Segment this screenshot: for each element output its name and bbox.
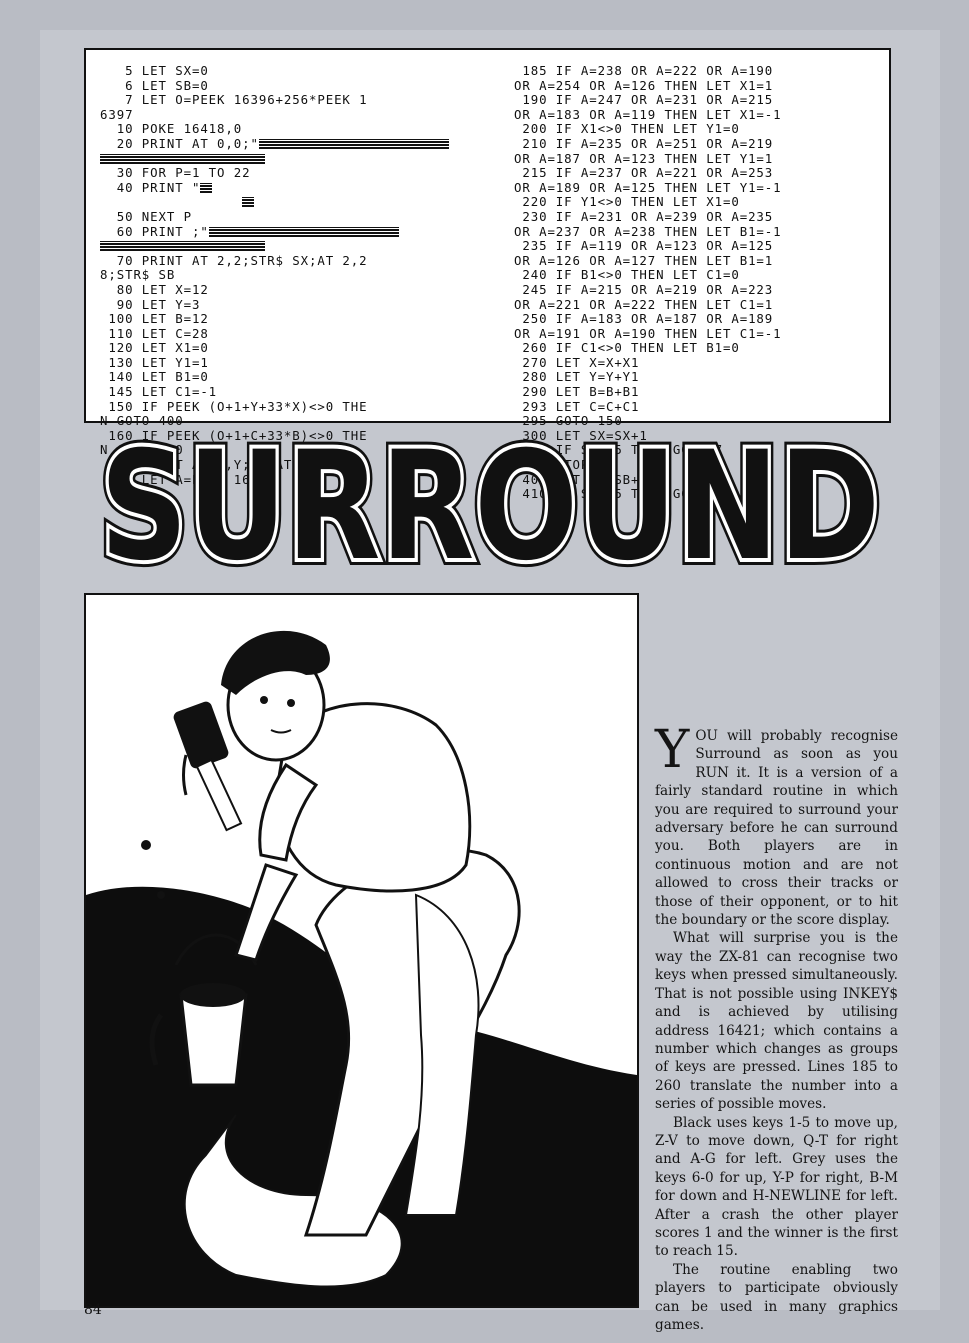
code-line: 280 LET Y=Y+Y1 <box>514 369 640 385</box>
graphic-block <box>200 183 212 193</box>
code-line: 235 IF A=119 OR A=123 OR A=125 <box>514 238 774 254</box>
code-line: 290 LET B=B+B1 <box>514 384 640 400</box>
code-line: OR A=189 OR A=125 THEN LET Y1=-1 <box>514 179 782 195</box>
code-line: OR A=237 OR A=238 THEN LET B1=-1 <box>514 223 782 239</box>
code-line: 190 IF A=247 OR A=231 OR A=215 <box>514 92 774 108</box>
code-line: 245 IF A=215 OR A=219 OR A=223 <box>514 281 774 297</box>
article-paragraph: Black uses keys 1-5 to move up, Z-V to move down, Q-T for right and A-G for left. Grey uses the keys 6-0 for up, Y-P for right, B-M for down and H-NEWLINE for left. After a crash the other player scores 1 and the winner is the first to reach 15. <box>655 1114 898 1260</box>
listing-left-column <box>100 64 449 487</box>
code-line: OR A=126 OR A=127 THEN LET B1=1 <box>514 252 774 268</box>
code-line: 20 PRINT AT 0,0;" <box>100 137 449 152</box>
title-outline: SURROUND <box>100 430 880 580</box>
code-line: 400 LET SB=SB+1 <box>514 471 648 487</box>
code-line <box>100 195 449 210</box>
code-line: OR A=254 OR A=126 THEN LET X1=1 <box>514 77 774 93</box>
code-line: OR A=191 OR A=190 THEN LET C1=-1 <box>514 325 782 341</box>
code-line: 70 PRINT AT 2,2;STR$ SX;AT 2,2 <box>100 252 368 268</box>
code-line: OR A=221 OR A=222 THEN LET C1=1 <box>514 296 774 312</box>
code-line: 40 PRINT " <box>100 181 449 196</box>
graphic-block <box>100 154 265 164</box>
painter-illustration <box>86 595 637 1306</box>
code-line: 180 LET A=PEEK 16421 <box>100 471 276 487</box>
code-line: OR A=183 OR A=119 THEN LET X1=-1 <box>514 106 782 122</box>
code-line: 8;STR$ SB <box>100 267 176 283</box>
title-text: SURROUND <box>100 430 880 580</box>
code-line: 215 IF A=237 OR A=221 OR A=253 <box>514 165 774 181</box>
code-line: 200 IF X1<>0 THEN LET Y1=0 <box>514 121 740 137</box>
article-title <box>90 427 890 580</box>
code-line: 300 LET SX=SX+1 <box>514 427 648 443</box>
code-line: 140 LET B1=0 <box>100 369 209 385</box>
code-line: 7 LET O=PEEK 16396+256*PEEK 1 <box>100 92 368 108</box>
code-line <box>100 152 449 167</box>
graphic-block <box>100 241 265 251</box>
graphic-block <box>209 227 399 237</box>
code-line: 150 IF PEEK (O+1+Y+33*X)<>0 THE <box>100 398 368 414</box>
article-paragraph: YOU will probably recognise Surround as soon as you RUN it. It is a version of a fairly standard routine in which you are required to surround your adversary before he can surround you. Both players are in continuous motion and are not allowed to cross their tracks or those of their opponent, or to hit the boundary or the score display. <box>655 720 898 929</box>
code-line <box>100 239 449 254</box>
article-paragraph: What will surprise you is the way the ZX-81 can recognise two keys when pressed simultaneously. That is not possible using INKEY$ and is achieved by utilising address 16421; which contains a number which changes as groups of keys are pressed. Lines 185 to 260 translate the number into a series of possible moves. <box>655 930 898 1113</box>
program-listing <box>84 48 891 502</box>
code-line: 80 LET X=12 <box>100 281 209 297</box>
code-line: 250 IF A=183 OR A=187 OR A=189 <box>514 311 774 327</box>
graphic-block <box>242 197 254 207</box>
code-line: OR A=187 OR A=123 THEN LET Y1=1 <box>514 150 774 166</box>
code-line: 6 LET SB=0 <box>100 77 209 93</box>
article-body <box>655 720 898 1334</box>
graphic-block <box>259 139 449 149</box>
code-line: 90 LET Y=3 <box>100 296 201 312</box>
article-paragraph: The routine enabling two players to participate obviously can be used in many graphics games. <box>655 1261 898 1333</box>
illustration-panel <box>84 593 639 1308</box>
code-line: 293 LET C=C+C1 <box>514 398 640 414</box>
code-line: 210 IF A=235 OR A=251 OR A=219 <box>514 135 774 151</box>
page-number: 84 <box>84 1302 102 1318</box>
code-line: 220 IF Y1<>0 THEN LET X1=0 <box>514 194 740 210</box>
drop-cap: Y <box>655 720 690 780</box>
code-line: 30 FOR P=1 TO 22 <box>100 165 251 181</box>
title-inner-gap: SURROUND <box>100 430 880 580</box>
code-line: N GOTO 300 <box>100 442 184 458</box>
code-line: 145 LET C1=-1 <box>100 384 218 400</box>
code-line: 110 LET C=28 <box>100 325 209 341</box>
code-line: 50 NEXT P <box>100 208 192 224</box>
code-line: 230 IF A=231 OR A=239 OR A=235 <box>514 208 774 224</box>
code-line: 160 IF PEEK (O+1+C+33*B)<>0 THE <box>100 427 368 443</box>
code-line: N GOTO 400 <box>100 413 184 429</box>
code-line: 295 GOTO 150 <box>514 413 623 429</box>
code-line: 270 LET X=X+X1 <box>514 354 640 370</box>
code-line: 240 IF B1<>0 THEN LET C1=0 <box>514 267 740 283</box>
code-line: 310 IF SX<15 THEN GOTO 7 <box>514 442 723 458</box>
code-line: 130 LET Y1=1 <box>100 354 209 370</box>
code-line: 5 LET SX=0 <box>100 63 209 78</box>
title-logo <box>90 427 890 580</box>
code-line: 170 PRINT AT X,Y;"";AT B,C;"" <box>100 457 351 473</box>
code-line: 120 LET X1=0 <box>100 340 209 356</box>
code-line: 6397 <box>100 106 134 122</box>
code-line: 410 IF SB<15 THEN GOTO 7 <box>514 486 723 502</box>
code-line: 320 STOP <box>514 457 590 473</box>
code-line: 60 PRINT ;" <box>100 225 449 240</box>
code-line: 260 IF C1<>0 THEN LET B1=0 <box>514 340 740 356</box>
code-line: 100 LET B=12 <box>100 311 209 327</box>
code-line: 10 POKE 16418,0 <box>100 121 243 137</box>
code-line: 185 IF A=238 OR A=222 OR A=190 <box>514 63 774 78</box>
